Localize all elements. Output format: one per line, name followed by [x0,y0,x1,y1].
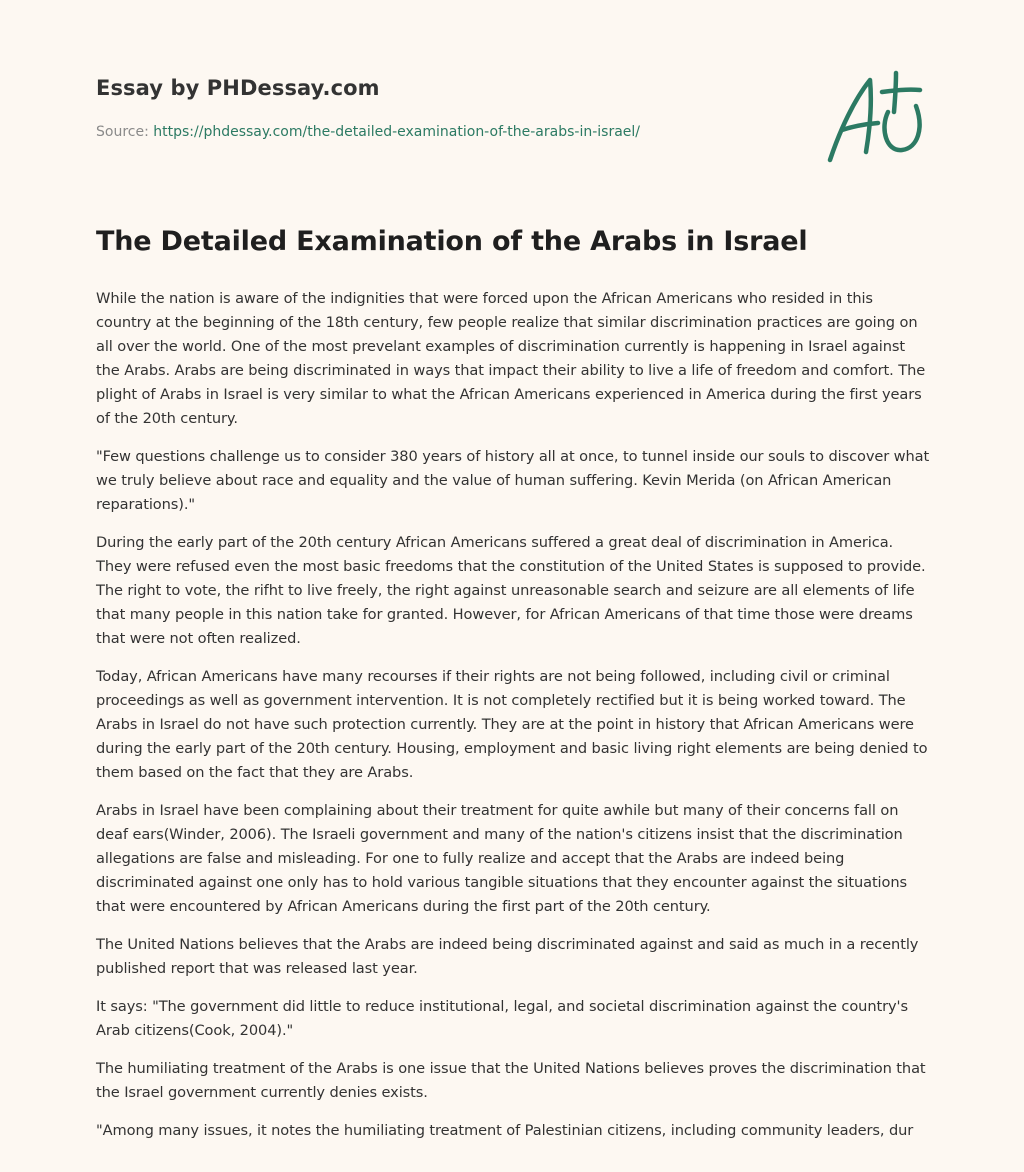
essay-title: The Detailed Examination of the Arabs in Israel [96,226,808,257]
quote-paragraph: "Few questions challenge us to consider 380 years of history all at once, to tunnel inside our souls to discover what we truly believe about race and equality and the value of human suffering. Kevin Merida (on African American reparations)." [96,448,930,513]
site-title: Essay by PHDessay.com [96,76,380,100]
quote-paragraph: "Among many issues, it notes the humiliating treatment of Palestinian citizens, including community leaders, dur [96,1122,914,1139]
essay-body [96,287,932,1157]
paragraph: During the early part of the 20th century African Americans suffered a great deal of discrimination in America. They were refused even the most basic freedoms that the constitution of the United States is supposed to provide. The right to vote, the rifht to live freely, the right against unreasonable search and seizure are all elements of life that many people in this nation take for granted. However, for African Americans of that time those were dreams that were not often realized. [96,534,926,647]
a-plus-logo-icon [820,68,930,168]
source-line [96,124,640,140]
source-label: Source: [96,124,149,140]
paragraph: While the nation is aware of the indignities that were forced upon the African Americans who resided in this country at the beginning of the 18th century, few people realize that similar discrimination practices are going on all over the world. One of the most prevelant examples of discrimination currently is happening in Israel against the Arabs. Arabs are being discriminated in ways that impact their ability to live a life of freedom and comfort. The plight of Arabs in Israel is very similar to what the African Americans experienced in America during the first years of the 20th century. [96,290,926,427]
paragraph: The United Nations believes that the Arabs are indeed being discriminated against and said as much in a recently published report that was released last year. [96,936,919,977]
paragraph: Today, African Americans have many recourses if their rights are not being followed, including civil or criminal proceedings as well as government intervention. It is not completely rectified but it is being worked toward. The Arabs in Israel do not have such protection currently. They are at the point in history that African Americans were during the early part of the 20th century. Housing, employment and basic living right elements are being denied to them based on the fact that they are Arabs. [96,668,928,781]
paragraph: Arabs in Israel have been complaining about their treatment for quite awhile but many of their concerns fall on deaf ears(Winder, 2006). The Israeli government and many of the nation's citizens insist that the discrimination allegations are false and misleading. For one to fully realize and accept that the Arabs are indeed being discriminated against one only has to hold various tangible situations that they encounter against the situations that were encountered by African Americans during the first part of the 20th century. [96,802,907,915]
quote-paragraph: It says: "The government did little to reduce institutional, legal, and societal discrimination against the country's Arab citizens(Cook, 2004)." [96,998,908,1039]
paragraph: The humiliating treatment of the Arabs is one issue that the United Nations believes proves the discrimination that the Israel government currently denies exists. [96,1060,926,1101]
source-link[interactable]: https://phdessay.com/the-detailed-examination-of-the-arabs-in-israel/ [153,124,641,140]
